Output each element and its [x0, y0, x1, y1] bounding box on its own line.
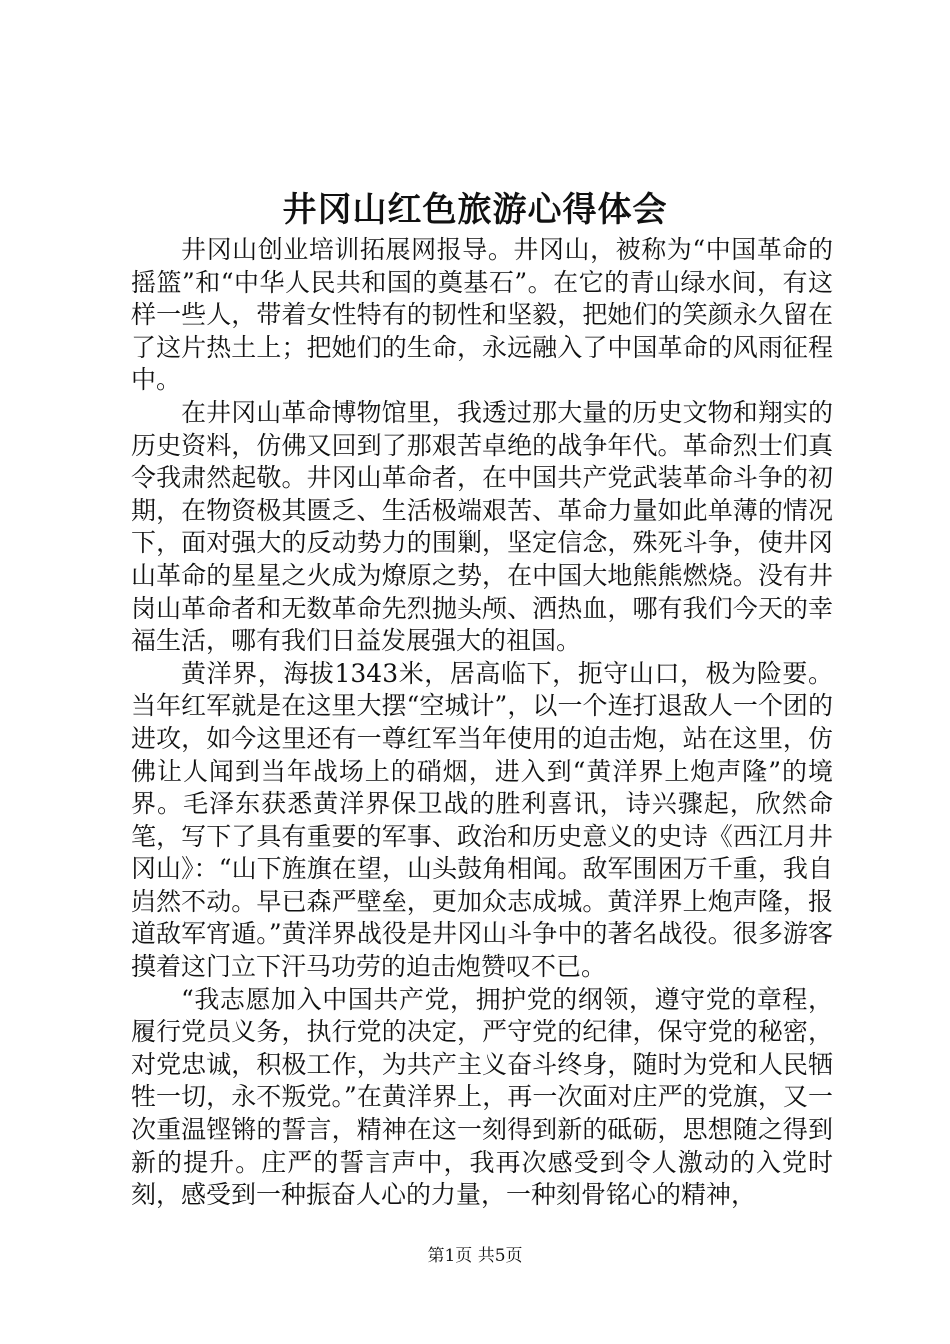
document-body	[131, 234, 833, 1212]
paragraph-2: 在井冈山革命博物馆里，我透过那大量的历史文物和翔实的历史资料，仿佛又回到了那艰苦卓绝的战争年代。革命烈士们真令我肃然起敬。井冈山革命者，在中国共产党武装革命斗争的初期，在物资极其匮乏、生活极端艰苦、革命力量如此单薄的情况下，面对强大的反动势力的围剿，坚定信念，殊死斗争，使井冈山革命的星星之火成为燎原之势，在中国大地熊熊燃烧。没有井岗山革命者和无数革命先烈抛头颅、洒热血，哪有我们今天的幸福生活，哪有我们日益发展强大的祖国。	[131, 397, 833, 656]
paragraph-4: “我志愿加入中国共产党，拥护党的纲领，遵守党的章程，履行党员义务，执行党的决定，严守党的纪律，保守党的秘密，对党忠诚，积极工作，为共产主义奋斗终身，随时为党和人民牺牲一切，永不叛党。”在黄洋界上，再一次面对庄严的党旗，又一次重温铿锵的誓言，精神在这一刻得到新的砥砺，思想随之得到新的提升。庄严的誓言声中，我再次感受到令人激动的入党时刻，感受到一种振奋人心的力量，一种刻骨铭心的精神，	[131, 984, 833, 1210]
paragraph-1: 井冈山创业培训拓展网报导。井冈山，被称为“中国革命的摇篮”和“中华人民共和国的奠基石”。在它的青山绿水间，有这样一些人，带着女性特有的韧性和坚毅，把她们的笑颜永久留在了这片热土上；把她们的生命，永远融入了中国革命的风雨征程中。	[131, 235, 833, 395]
document-title: 井冈山红色旅游心得体会	[282, 190, 668, 230]
paragraph-3: 黄洋界，海拔1343米，居高临下，扼守山口，极为险要。当年红军就是在这里大摆“空城计”，以一个连打退敌人一个团的进攻，如今这里还有一尊红军当年使用的迫击炮，站在这里，仿佛让人闻到当年战场上的硝烟，进入到“黄洋界上炮声隆”的境界。毛泽东获悉黄洋界保卫战的胜利喜讯，诗兴骤起，欣然命笔，写下了具有重要的军事、政治和历史意义的史诗《西江月井冈山》：“山下旌旗在望，山头鼓角相闻。敌军围困万千重，我自岿然不动。早已森严壁垒，更加众志成城。黄洋界上炮声隆，报道敌军宵遁。”黄洋界战役是井冈山斗争中的著名战役。很多游客摸着这门立下汗马功劳的迫击炮赞叹不已。	[131, 658, 833, 982]
page-number-footer: 第1页 共5页	[427, 1246, 523, 1266]
